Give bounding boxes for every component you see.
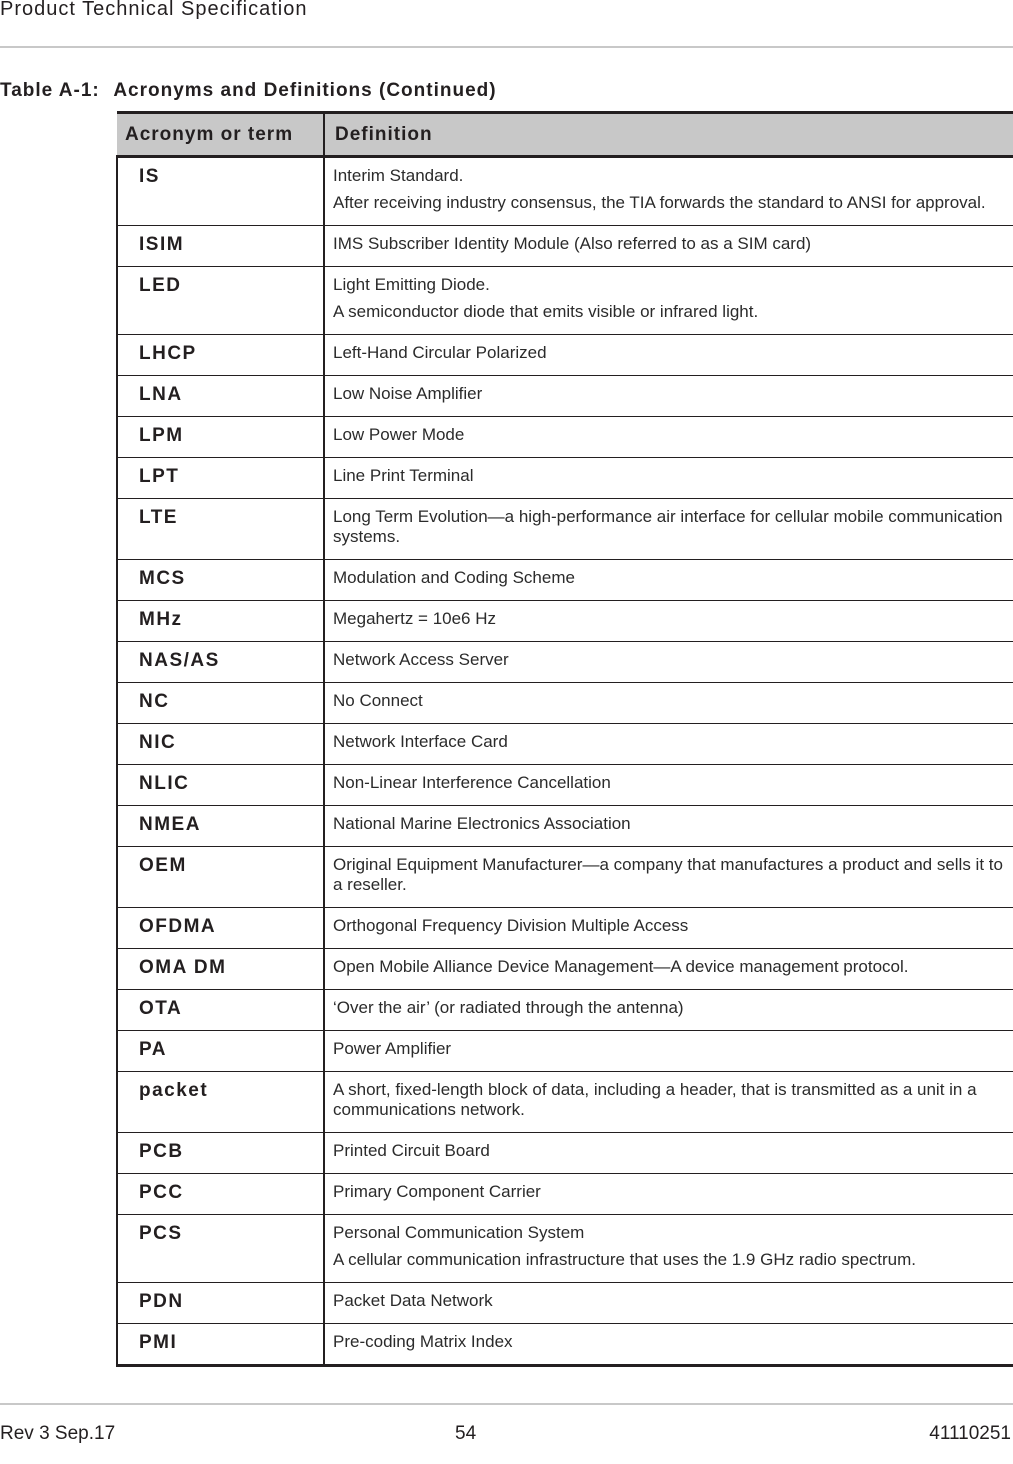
definition-cell [324, 1072, 1013, 1133]
table-row [117, 601, 1013, 642]
definition-text: ‘Over the air’ (or radiated through the antenna) [333, 998, 684, 1017]
table-row [117, 1324, 1013, 1366]
definition-cell [324, 949, 1013, 990]
acronym-term: PDN [117, 1283, 324, 1324]
acronym-term: LPT [117, 458, 324, 499]
definition-text: IMS Subscriber Identity Module (Also referred to as a SIM card) [333, 234, 812, 253]
document-number: 41110251 [929, 1423, 1011, 1444]
table-caption-label: Table A-1: [0, 80, 100, 101]
definition-text: Pre-coding Matrix Index [333, 1332, 513, 1351]
definition-detail: A cellular communication infrastructure that uses the 1.9 GHz radio spectrum. [333, 1250, 916, 1269]
definition-text: Interim Standard. [333, 166, 464, 185]
table-row [117, 1215, 1013, 1283]
table-row [117, 724, 1013, 765]
acronym-term: NAS/AS [117, 642, 324, 683]
definition-cell [324, 765, 1013, 806]
page-footer [0, 1403, 1013, 1464]
table-row [117, 949, 1013, 990]
table-row [117, 267, 1013, 335]
page-header [0, 0, 1013, 48]
definition-text: Modulation and Coding Scheme [333, 568, 575, 587]
table-row [117, 458, 1013, 499]
definition-text: Left-Hand Circular Polarized [333, 343, 547, 362]
definition-cell [324, 157, 1013, 226]
acronym-term: OMA DM [117, 949, 324, 990]
definition-text: Open Mobile Alliance Device Management—A device management protocol. [333, 957, 909, 976]
definition-text: Original Equipment Manufacturer—a company that manufactures a product and sells it to a reseller. [333, 855, 1003, 894]
definition-cell [324, 376, 1013, 417]
acronym-term: MCS [117, 560, 324, 601]
definition-text: Network Interface Card [333, 732, 508, 751]
definition-cell [324, 226, 1013, 267]
table-row [117, 417, 1013, 458]
acronym-term: PCS [117, 1215, 324, 1283]
definition-cell [324, 908, 1013, 949]
acronym-term: PCB [117, 1133, 324, 1174]
acronym-term: MHz [117, 601, 324, 642]
definition-text: Network Access Server [333, 650, 509, 669]
table-row [117, 560, 1013, 601]
definition-cell [324, 724, 1013, 765]
column-header-acronym: Acronym or term [117, 113, 324, 157]
definition-text: Long Term Evolution—a high-performance air interface for cellular mobile communication systems. [333, 507, 1003, 546]
table-row [117, 376, 1013, 417]
definition-cell [324, 806, 1013, 847]
definition-cell [324, 335, 1013, 376]
definition-detail: A semiconductor diode that emits visible or infrared light. [333, 302, 759, 321]
definition-text: Low Noise Amplifier [333, 384, 483, 403]
definition-text: Light Emitting Diode. [333, 275, 490, 294]
table-row [117, 226, 1013, 267]
table-row [117, 157, 1013, 226]
acronym-term: LPM [117, 417, 324, 458]
acronym-term: ISIM [117, 226, 324, 267]
definition-cell [324, 1324, 1013, 1366]
table-row [117, 335, 1013, 376]
acronym-term: PCC [117, 1174, 324, 1215]
acronyms-table [116, 111, 1013, 1367]
definition-cell [324, 601, 1013, 642]
table-row [117, 1174, 1013, 1215]
definition-cell [324, 560, 1013, 601]
acronym-term: LED [117, 267, 324, 335]
table-row [117, 683, 1013, 724]
definition-detail: After receiving industry consensus, the TIA forwards the standard to ANSI for approval. [333, 193, 986, 212]
definition-cell [324, 990, 1013, 1031]
definition-text: No Connect [333, 691, 423, 710]
page-number: 54 [455, 1423, 477, 1444]
definition-text: Non-Linear Interference Cancellation [333, 773, 611, 792]
document-title: Product Technical Specification [0, 0, 308, 20]
definition-cell [324, 1283, 1013, 1324]
table-row [117, 990, 1013, 1031]
table-header-row [117, 113, 1013, 157]
definition-text: Orthogonal Frequency Division Multiple Access [333, 916, 689, 935]
acronym-term: LTE [117, 499, 324, 560]
table-row [117, 1072, 1013, 1133]
revision-date: Rev 3 Sep.17 [0, 1423, 116, 1444]
table-caption [0, 80, 497, 102]
acronym-term: OFDMA [117, 908, 324, 949]
table-row [117, 847, 1013, 908]
acronym-term: LHCP [117, 335, 324, 376]
table-row [117, 499, 1013, 560]
table-row [117, 1133, 1013, 1174]
definition-text: A short, fixed-length block of data, including a header, that is transmitted as a unit in a communications network. [333, 1080, 977, 1119]
definition-text: Personal Communication System [333, 1223, 585, 1242]
definition-cell [324, 458, 1013, 499]
definition-cell [324, 1133, 1013, 1174]
table-row [117, 1031, 1013, 1072]
table-row [117, 806, 1013, 847]
table-row [117, 1283, 1013, 1324]
definition-cell [324, 499, 1013, 560]
definition-cell [324, 1215, 1013, 1283]
acronym-term: packet [117, 1072, 324, 1133]
definition-cell [324, 267, 1013, 335]
definition-cell [324, 847, 1013, 908]
definition-text: Primary Component Carrier [333, 1182, 541, 1201]
definition-text: Line Print Terminal [333, 466, 474, 485]
definition-cell [324, 417, 1013, 458]
acronym-term: PA [117, 1031, 324, 1072]
column-header-definition: Definition [324, 113, 1013, 157]
table-row [117, 908, 1013, 949]
acronym-term: NIC [117, 724, 324, 765]
definition-text: Megahertz = 10e6 Hz [333, 609, 497, 628]
table-caption-title: Acronyms and Definitions (Continued) [113, 80, 497, 101]
definition-text: National Marine Electronics Association [333, 814, 631, 833]
definition-cell [324, 1031, 1013, 1072]
definition-text: Low Power Mode [333, 425, 465, 444]
acronym-term: OTA [117, 990, 324, 1031]
definition-cell [324, 1174, 1013, 1215]
acronym-term: NC [117, 683, 324, 724]
acronym-term: IS [117, 157, 324, 226]
acronym-term: OEM [117, 847, 324, 908]
acronym-term: PMI [117, 1324, 324, 1366]
acronym-term: NLIC [117, 765, 324, 806]
table-row [117, 765, 1013, 806]
acronym-term: LNA [117, 376, 324, 417]
acronym-term: NMEA [117, 806, 324, 847]
definition-text: Packet Data Network [333, 1291, 493, 1310]
table-body [117, 157, 1013, 1366]
definition-cell [324, 683, 1013, 724]
definition-cell [324, 642, 1013, 683]
definition-text: Printed Circuit Board [333, 1141, 490, 1160]
table-row [117, 642, 1013, 683]
definition-text: Power Amplifier [333, 1039, 452, 1058]
